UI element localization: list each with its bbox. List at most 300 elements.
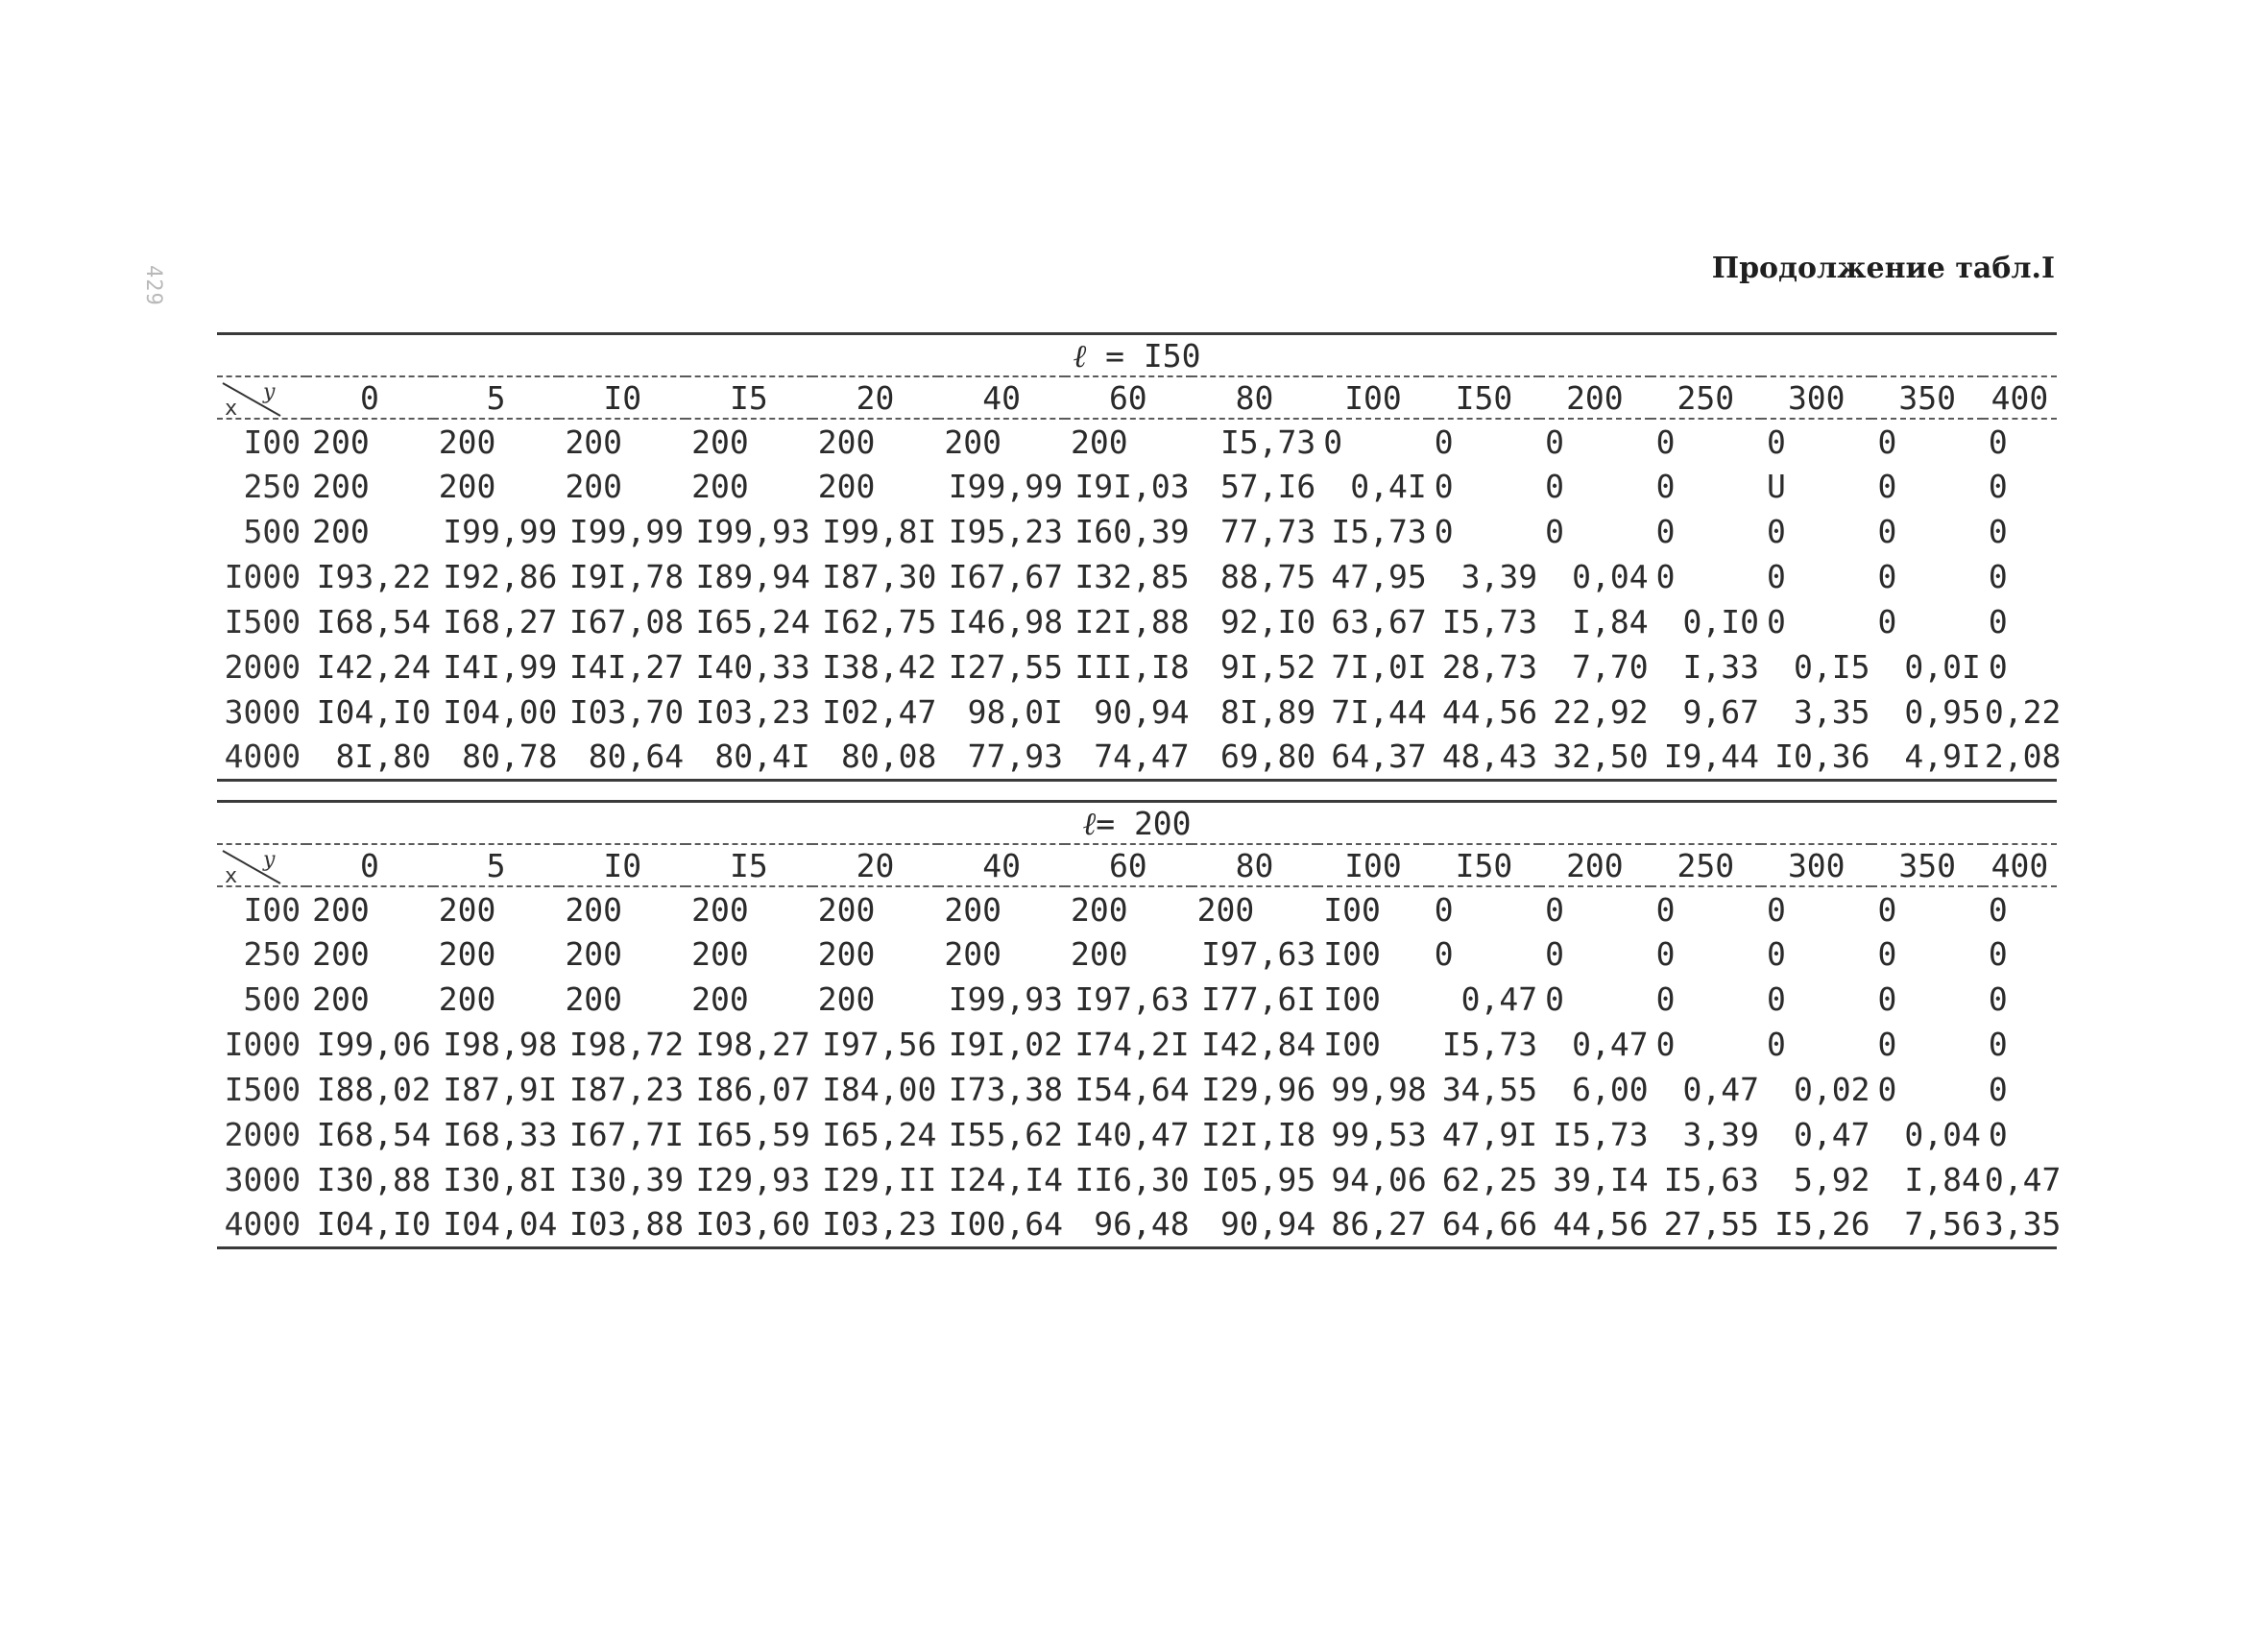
table-cell: I87,9I bbox=[443, 1071, 558, 1108]
table-cell: 22,92 bbox=[1553, 693, 1649, 731]
table-row bbox=[217, 689, 2057, 735]
table-cell: 0 bbox=[1323, 423, 1343, 461]
column-header: 0 bbox=[306, 376, 433, 419]
table-cell: 88,75 bbox=[1219, 558, 1316, 595]
column-header: I0 bbox=[559, 844, 686, 886]
column-header: 350 bbox=[1871, 844, 1982, 886]
table-cell: 0,02 bbox=[1793, 1071, 1870, 1108]
table-cell: 34,55 bbox=[1441, 1071, 1538, 1108]
table-cell: I99,8I bbox=[822, 513, 937, 550]
row-header-x: I00 bbox=[243, 890, 302, 929]
table-cell: 200 bbox=[438, 935, 496, 973]
table-cell: 200 bbox=[312, 468, 370, 505]
table-cell: 0 bbox=[1877, 980, 1897, 1018]
table-cell: I68,54 bbox=[316, 1116, 431, 1153]
table-cell: 0 bbox=[1988, 423, 2008, 461]
table-cell: 0 bbox=[1655, 513, 1676, 550]
table-cell: 200 bbox=[565, 980, 623, 1018]
table-cell: I93,22 bbox=[316, 558, 431, 595]
table-cell: I77,6I bbox=[1201, 980, 1316, 1018]
table-cell: 47,95 bbox=[1331, 558, 1427, 595]
table-cell: 7,70 bbox=[1572, 648, 1649, 686]
table-cell: 28,73 bbox=[1441, 648, 1538, 686]
table-cell: 0 bbox=[1877, 890, 1897, 929]
table-row bbox=[217, 599, 2057, 644]
table-cell: 0 bbox=[1545, 890, 1565, 929]
table-cell: I67,08 bbox=[568, 603, 685, 641]
parameter-row bbox=[217, 800, 2057, 843]
column-header: 60 bbox=[1065, 844, 1192, 886]
table-cell: 200 bbox=[1071, 935, 1128, 973]
table-cell: 200 bbox=[312, 980, 370, 1018]
table-cell: I03,88 bbox=[559, 1202, 686, 1247]
table-cell: I30,88 bbox=[316, 1161, 431, 1198]
row-header-x: I000 bbox=[224, 1026, 302, 1063]
table-cell: I,33 bbox=[1682, 648, 1760, 686]
table-cell: I98,27 bbox=[695, 1026, 810, 1063]
table-cell: 3,35 bbox=[1793, 693, 1870, 731]
table-cell: I5,63 bbox=[1663, 1161, 1760, 1198]
table-cell: I38,42 bbox=[822, 648, 937, 686]
table-cell: 200 bbox=[565, 890, 623, 929]
table-cell: 0 bbox=[1767, 1026, 1786, 1063]
diagonal-divider bbox=[221, 379, 288, 418]
table-cell: I00,64 bbox=[938, 1202, 1065, 1247]
table-cell: III,I8 bbox=[1074, 648, 1190, 686]
corner-y-label: y bbox=[263, 848, 276, 872]
table-cell: I92,86 bbox=[443, 558, 558, 595]
column-header: 0 bbox=[306, 844, 433, 886]
table-cell: I98,98 bbox=[443, 1026, 558, 1063]
table-cell: 200 bbox=[691, 423, 749, 461]
table-cell: I99,93 bbox=[695, 513, 810, 550]
table-cell: I97,63 bbox=[1074, 980, 1190, 1018]
table-cell: 0 bbox=[1655, 558, 1676, 595]
column-header-row bbox=[217, 376, 2057, 419]
table-cell: 0,47 bbox=[1572, 1026, 1649, 1063]
table-cell: I97,63 bbox=[1201, 935, 1316, 973]
table-cell: 0,47 bbox=[1682, 1071, 1760, 1108]
table-cell: 0 bbox=[1988, 1116, 2008, 1153]
margin-page-mark: 429 bbox=[141, 265, 165, 306]
row-header-x: 3000 bbox=[224, 1161, 302, 1198]
table-cell: I03,23 bbox=[812, 1202, 939, 1247]
table-cell: 3,35 bbox=[1983, 1202, 2057, 1247]
table-cell: 200 bbox=[565, 468, 623, 505]
table-cell: 77,93 bbox=[938, 735, 1065, 780]
table-row bbox=[217, 1157, 2057, 1202]
table-cell: I30,39 bbox=[568, 1161, 685, 1198]
parameter-symbol: ℓ bbox=[1082, 805, 1097, 842]
table-cell: I87,23 bbox=[568, 1071, 685, 1108]
table-cell: 0 bbox=[1988, 648, 2008, 686]
table-row bbox=[217, 886, 2057, 931]
table-cell: I73,38 bbox=[948, 1071, 1063, 1108]
table-row bbox=[217, 419, 2057, 464]
table-cell: 0 bbox=[1545, 423, 1565, 461]
table-cell: 2,08 bbox=[1983, 735, 2057, 780]
column-header: 5 bbox=[433, 376, 560, 419]
table-cell: 0,0I bbox=[1904, 648, 1981, 686]
table-cell: I65,24 bbox=[822, 1116, 937, 1153]
column-header: 5 bbox=[433, 844, 560, 886]
table-cell: I03,70 bbox=[568, 693, 685, 731]
table-cell: 200 bbox=[438, 980, 496, 1018]
table-cell: I87,30 bbox=[822, 558, 937, 595]
table-cell: 0 bbox=[1655, 468, 1676, 505]
table-cell: 0 bbox=[1767, 423, 1786, 461]
table-cell: 0 bbox=[1545, 513, 1565, 550]
table-cell: I95,23 bbox=[948, 513, 1063, 550]
corner-cell-x-y bbox=[217, 376, 306, 419]
column-header: 40 bbox=[938, 844, 1065, 886]
table-cell: 0,04 bbox=[1572, 558, 1649, 595]
table-cell: 64,37 bbox=[1317, 735, 1428, 780]
table-cell: I04,I0 bbox=[306, 1202, 433, 1247]
table-cell: 0 bbox=[1767, 558, 1786, 595]
table-cell: 80,64 bbox=[559, 735, 686, 780]
diagonal-divider bbox=[221, 847, 288, 885]
column-header: 60 bbox=[1065, 376, 1192, 419]
row-header-x: 500 bbox=[243, 513, 302, 550]
table-cell: I5,26 bbox=[1761, 1202, 1871, 1247]
row-header-x: 4000 bbox=[217, 1202, 306, 1247]
table-cell: I97,56 bbox=[822, 1026, 937, 1063]
table-cell: I,84 bbox=[1904, 1161, 1981, 1198]
table-cell: 8I,89 bbox=[1219, 693, 1316, 731]
table-cell: 0 bbox=[1988, 890, 2008, 929]
corner-y-label: y bbox=[263, 380, 276, 404]
table-cell: I67,7I bbox=[568, 1116, 685, 1153]
table-cell: I27,55 bbox=[948, 648, 1063, 686]
table-cell: 32,50 bbox=[1539, 735, 1650, 780]
table-cell: 200 bbox=[817, 890, 876, 929]
table-cell: I99,99 bbox=[568, 513, 685, 550]
table-cell: I68,33 bbox=[443, 1116, 558, 1153]
column-header: 250 bbox=[1651, 376, 1761, 419]
column-header: 350 bbox=[1871, 376, 1982, 419]
table-cell: 0 bbox=[1988, 980, 2008, 1018]
table-cell: I,84 bbox=[1572, 603, 1649, 641]
table-cell: 200 bbox=[817, 980, 876, 1018]
table-cell: 47,9I bbox=[1441, 1116, 1538, 1153]
row-header-x: 250 bbox=[243, 935, 302, 973]
table-block-l150 bbox=[217, 332, 2062, 782]
table-cell: I29,II bbox=[822, 1161, 937, 1198]
table-cell: 44,56 bbox=[1441, 693, 1538, 731]
table-cell: 0 bbox=[1655, 890, 1676, 929]
table-cell: I32,85 bbox=[1074, 558, 1190, 595]
table-cell: 99,53 bbox=[1331, 1116, 1427, 1153]
table-row bbox=[217, 1022, 2057, 1067]
table-cell: I00 bbox=[1323, 935, 1381, 973]
table-cell: 0 bbox=[1877, 423, 1897, 461]
table-cell: 0 bbox=[1988, 1071, 2008, 1108]
table-cell: 48,43 bbox=[1429, 735, 1539, 780]
table-cell: 200 bbox=[1196, 890, 1255, 929]
table-cell: I89,94 bbox=[695, 558, 810, 595]
table-cell: 200 bbox=[565, 423, 623, 461]
row-header-x: 2000 bbox=[224, 648, 302, 686]
table-cell: 77,73 bbox=[1219, 513, 1316, 550]
table-cell: 0 bbox=[1988, 1026, 2008, 1063]
table-cell: 200 bbox=[1071, 890, 1128, 929]
table-cell: I02,47 bbox=[822, 693, 937, 731]
table-cell: 7I,44 bbox=[1331, 693, 1427, 731]
column-header: 20 bbox=[812, 844, 939, 886]
table-body bbox=[217, 886, 2062, 1247]
table-cell: 64,66 bbox=[1429, 1202, 1539, 1247]
table-cell: I99,99 bbox=[948, 468, 1063, 505]
table-cell: I04,04 bbox=[433, 1202, 560, 1247]
column-header: 300 bbox=[1761, 844, 1871, 886]
corner-cell-x-y bbox=[217, 844, 306, 886]
table-cell: 200 bbox=[565, 935, 623, 973]
table-cell: 200 bbox=[1071, 423, 1128, 461]
table-cell: 200 bbox=[438, 890, 496, 929]
table-cell: 99,98 bbox=[1331, 1071, 1427, 1108]
table-row bbox=[217, 644, 2057, 689]
column-header: 250 bbox=[1651, 844, 1761, 886]
table-cell: 0,I0 bbox=[1682, 603, 1760, 641]
table-cell: 0 bbox=[1434, 468, 1454, 505]
column-header: 200 bbox=[1539, 844, 1650, 886]
table-cell: 80,78 bbox=[433, 735, 560, 780]
table-cell: I5,73 bbox=[1331, 513, 1427, 550]
table-cell: I24,I4 bbox=[948, 1161, 1063, 1198]
table-cell: 9I,52 bbox=[1219, 648, 1316, 686]
table-row bbox=[217, 1067, 2057, 1112]
table-cell: 200 bbox=[312, 935, 370, 973]
table-cell: I40,33 bbox=[695, 648, 810, 686]
table-cell: I04,00 bbox=[443, 693, 558, 731]
table-cell: I5,73 bbox=[1219, 423, 1316, 461]
table-cell: I42,84 bbox=[1201, 1026, 1316, 1063]
table-cell: I84,00 bbox=[822, 1071, 937, 1108]
table-cell: I88,02 bbox=[316, 1071, 431, 1108]
table-cell: I5,73 bbox=[1553, 1116, 1649, 1153]
table-cell: 92,I0 bbox=[1219, 603, 1316, 641]
table-cell: 200 bbox=[944, 935, 1001, 973]
table-cell: 200 bbox=[817, 935, 876, 973]
table-cell: 3,39 bbox=[1682, 1116, 1760, 1153]
table-cell: 0 bbox=[1877, 558, 1897, 595]
table-cell: 0 bbox=[1434, 513, 1454, 550]
row-header-x: I00 bbox=[243, 423, 302, 461]
table-cell: 0 bbox=[1988, 513, 2008, 550]
table-cell: I00 bbox=[1323, 1026, 1381, 1063]
table-cell: 80,4I bbox=[686, 735, 812, 780]
table-cell: 0,4I bbox=[1350, 468, 1427, 505]
table-row bbox=[217, 464, 2057, 509]
table-cell: 200 bbox=[312, 513, 370, 550]
row-header-x: 500 bbox=[243, 980, 302, 1018]
table-cell: I9,44 bbox=[1651, 735, 1761, 780]
table-cell: I86,07 bbox=[695, 1071, 810, 1108]
table-cell: 200 bbox=[312, 423, 370, 461]
row-header-x: 2000 bbox=[224, 1116, 302, 1153]
row-header-x: I000 bbox=[224, 558, 302, 595]
table-cell: 0 bbox=[1655, 1026, 1676, 1063]
table-cell: I04,I0 bbox=[316, 693, 431, 731]
corner-x-label: x bbox=[225, 864, 238, 885]
table-cell: 200 bbox=[312, 890, 370, 929]
table-cell: 0 bbox=[1545, 468, 1565, 505]
table-cell: I40,47 bbox=[1074, 1116, 1190, 1153]
table-cell: I98,72 bbox=[568, 1026, 685, 1063]
table-body bbox=[217, 419, 2062, 780]
column-header: I5 bbox=[686, 376, 812, 419]
table-cell: I00 bbox=[1323, 890, 1381, 929]
table-cell: 0 bbox=[1877, 603, 1897, 641]
table-cell: 0 bbox=[1434, 890, 1454, 929]
table-cell: 200 bbox=[817, 423, 876, 461]
data-table bbox=[217, 843, 2062, 1249]
table-cell: 94,06 bbox=[1331, 1161, 1427, 1198]
table-row bbox=[217, 1112, 2057, 1157]
column-header: I00 bbox=[1317, 844, 1428, 886]
row-header-x: 250 bbox=[243, 468, 302, 505]
table-cell: I68,54 bbox=[316, 603, 431, 641]
column-header: 80 bbox=[1192, 376, 1318, 419]
table-cell: 7,56 bbox=[1871, 1202, 1982, 1247]
row-header-x: I500 bbox=[224, 603, 302, 641]
table-cell: 200 bbox=[691, 468, 749, 505]
table-cell: 0 bbox=[1877, 468, 1897, 505]
column-header: 400 bbox=[1983, 376, 2057, 419]
table-cell: 0 bbox=[1434, 935, 1454, 973]
table-cell: I55,62 bbox=[948, 1116, 1063, 1153]
table-cell: I00 bbox=[1323, 980, 1381, 1018]
table-cell: 0 bbox=[1877, 1071, 1897, 1108]
table-cell: 0,04 bbox=[1904, 1116, 1981, 1153]
table-cell: I4I,27 bbox=[568, 648, 685, 686]
table-cell: 0,95 bbox=[1904, 693, 1981, 731]
table-cell: 0,47 bbox=[1460, 980, 1538, 1018]
column-header: 400 bbox=[1983, 844, 2057, 886]
table-cell: 69,80 bbox=[1192, 735, 1318, 780]
column-header: 20 bbox=[812, 376, 939, 419]
table-cell: 200 bbox=[438, 423, 496, 461]
table-cell: I4I,99 bbox=[443, 648, 558, 686]
table-cell: I46,98 bbox=[948, 603, 1063, 641]
table-cell: 0,I5 bbox=[1793, 648, 1870, 686]
table-cell: I03,60 bbox=[686, 1202, 812, 1247]
table-cell: 63,67 bbox=[1331, 603, 1427, 641]
table-cell: I99,06 bbox=[316, 1026, 431, 1063]
table-cell: I67,67 bbox=[948, 558, 1063, 595]
column-header: I00 bbox=[1317, 376, 1428, 419]
table-cell: I65,24 bbox=[695, 603, 810, 641]
parameter-row bbox=[217, 332, 2057, 375]
table-cell: 0 bbox=[1655, 980, 1676, 1018]
table-row bbox=[217, 1202, 2057, 1247]
table-cell: 8I,80 bbox=[306, 735, 433, 780]
table-cell: I0,36 bbox=[1761, 735, 1871, 780]
table-cell: 90,94 bbox=[1094, 693, 1190, 731]
table-cell: 0 bbox=[1767, 890, 1786, 929]
table-cell: 5,92 bbox=[1793, 1161, 1870, 1198]
table-cell: I2I,I8 bbox=[1201, 1116, 1316, 1153]
table-cell: 0 bbox=[1988, 558, 2008, 595]
table-cell: 39,I4 bbox=[1553, 1161, 1649, 1198]
table-cell: 0 bbox=[1877, 935, 1897, 973]
column-header: I0 bbox=[559, 376, 686, 419]
column-header: 200 bbox=[1539, 376, 1650, 419]
column-header: I5 bbox=[686, 844, 812, 886]
table-cell: I9I,78 bbox=[568, 558, 685, 595]
table-continuation-caption: Продолжение табл.I bbox=[1711, 252, 2055, 285]
table-cell: 0 bbox=[1434, 423, 1454, 461]
table-cell: I99,93 bbox=[948, 980, 1063, 1018]
table-cell: 0 bbox=[1545, 980, 1565, 1018]
table-cell: 74,47 bbox=[1065, 735, 1192, 780]
table-cell: 200 bbox=[438, 468, 496, 505]
row-header-x: 4000 bbox=[217, 735, 306, 780]
table-cell: I30,8I bbox=[443, 1161, 558, 1198]
table-cell: 27,55 bbox=[1651, 1202, 1761, 1247]
table-block-l200 bbox=[217, 800, 2062, 1249]
table-cell: 98,0I bbox=[967, 693, 1063, 731]
table-cell: 80,08 bbox=[812, 735, 939, 780]
table-cell: U bbox=[1767, 468, 1786, 505]
table-cell: I9I,03 bbox=[1074, 468, 1190, 505]
table-cell: 86,27 bbox=[1317, 1202, 1428, 1247]
table-cell: 0 bbox=[1767, 935, 1786, 973]
row-header-x: I500 bbox=[224, 1071, 302, 1108]
table-cell: 200 bbox=[817, 468, 876, 505]
table-cell: 3,39 bbox=[1460, 558, 1538, 595]
table-cell: I62,75 bbox=[822, 603, 937, 641]
table-cell: 0 bbox=[1988, 468, 2008, 505]
table-cell: 90,94 bbox=[1192, 1202, 1318, 1247]
table-cell: I29,96 bbox=[1201, 1071, 1316, 1108]
table-cell: 0,22 bbox=[1984, 693, 2062, 731]
table-cell: 6,00 bbox=[1572, 1071, 1649, 1108]
table-cell: 0,47 bbox=[1793, 1116, 1870, 1153]
table-row bbox=[217, 977, 2057, 1022]
table-cell: 0 bbox=[1877, 513, 1897, 550]
table-cell: 200 bbox=[691, 980, 749, 1018]
table-cell: 96,48 bbox=[1065, 1202, 1192, 1247]
table-cell: 0 bbox=[1655, 935, 1676, 973]
column-header: 80 bbox=[1192, 844, 1318, 886]
table-row bbox=[217, 931, 2057, 977]
table-cell: 0 bbox=[1545, 935, 1565, 973]
table-cell: 4,9I bbox=[1871, 735, 1982, 780]
table-cell: 0 bbox=[1767, 603, 1786, 641]
parameter-value: = I50 bbox=[1086, 337, 1201, 375]
table-cell: 44,56 bbox=[1539, 1202, 1650, 1247]
table-cell: I9I,02 bbox=[948, 1026, 1063, 1063]
table-cell: 200 bbox=[944, 890, 1001, 929]
column-header: I50 bbox=[1429, 376, 1539, 419]
table-cell: 200 bbox=[691, 935, 749, 973]
table-cell: 62,25 bbox=[1441, 1161, 1538, 1198]
table-cell: 0 bbox=[1877, 1026, 1897, 1063]
table-cell: 0 bbox=[1767, 513, 1786, 550]
table-cell: 0 bbox=[1767, 980, 1786, 1018]
table-cell: I65,59 bbox=[695, 1116, 810, 1153]
table-cell: 7I,0I bbox=[1331, 648, 1427, 686]
table-cell: II6,30 bbox=[1074, 1161, 1190, 1198]
table-cell: I42,24 bbox=[316, 648, 431, 686]
row-header-x: 3000 bbox=[224, 693, 302, 731]
column-header-row bbox=[217, 844, 2057, 886]
table-cell: I05,95 bbox=[1201, 1161, 1316, 1198]
table-cell: 0 bbox=[1655, 423, 1676, 461]
table-cell: 0 bbox=[1988, 603, 2008, 641]
